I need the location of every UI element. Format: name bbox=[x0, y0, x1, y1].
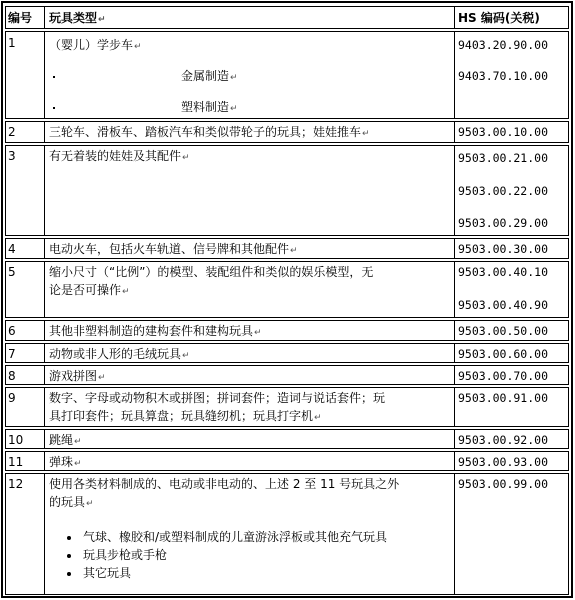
list-item: 玩具步枪或手枪 bbox=[83, 548, 168, 562]
toy-subtype-text: 塑料制造 bbox=[181, 100, 230, 114]
toy-type-text: 跳绳 bbox=[49, 433, 74, 447]
hs-code: 9503.00.40.90 bbox=[458, 298, 549, 312]
row-no: 12 bbox=[8, 477, 24, 491]
toy-type-text: 有无着装的娃娃及其配件 bbox=[49, 149, 182, 163]
table-row: 4 电动火车，包括火车轨道、信号牌和其他配件↵ 9503.00.30.00 bbox=[5, 238, 569, 259]
toy-type-text: 动物或非人形的毛绒玩具 bbox=[49, 347, 182, 361]
header-no: 编号 bbox=[8, 11, 33, 25]
toy-type-text: 缩小尺寸（“比例”）的模型、装配组件和类似的娱乐模型，无 bbox=[49, 265, 374, 279]
table-row: 7 动物或非人形的毛绒玩具↵ 9503.00.60.00 bbox=[5, 343, 569, 363]
header-cell-type bbox=[45, 7, 455, 28]
table-row: 12 使用各类材料制成的、电动或非电动的、上述 2 至 11 号玩具之外 的玩具↵ 气球、橡胶和/或塑料制成的儿童游泳浮板或其他充气玩具 玩具步枪或手枪 其它玩具 9503.00.99.00 bbox=[5, 473, 569, 595]
table-header-row bbox=[5, 6, 569, 29]
hs-code: 9503.00.92.00 bbox=[458, 433, 549, 447]
toy-type-text: 使用各类材料制成的、电动或非电动的、上述 2 至 11 号玩具之外 bbox=[49, 477, 400, 491]
toy-subtype-text: 金属制造 bbox=[181, 69, 230, 83]
row-no: 1 bbox=[8, 36, 16, 50]
toy-type-text: 电动火车，包括火车轨道、信号牌和其他配件 bbox=[49, 242, 290, 256]
bullet-dot-icon bbox=[53, 76, 55, 78]
table-row: 9 数字、字母或动物积木或拼图；拼词套件；造词与说话套件；玩 具打印套件；玩具算盘；玩具缝纫机；玩具打字机↵ 9503.00.91.00 bbox=[5, 387, 569, 427]
paragraph-mark-icon: ↵ bbox=[98, 15, 106, 25]
header-cell-hs bbox=[455, 7, 568, 28]
row-no: 2 bbox=[8, 125, 16, 139]
list-item: 气球、橡胶和/或塑料制成的儿童游泳浮板或其他充气玩具 bbox=[83, 530, 388, 544]
hs-code: 9403.20.90.00 bbox=[458, 38, 549, 52]
toy-type-text: 论是否可操作 bbox=[49, 283, 122, 297]
table-row: 5 缩小尺寸（“比例”）的模型、装配组件和类似的娱乐模型，无 论是否可操作↵ 9503.00.40.10 9503.00.40.90 bbox=[5, 261, 569, 318]
table-row: 8 游戏拼图↵ 9503.00.70.00 bbox=[5, 365, 569, 385]
toy-type-text: （婴儿）学步车 bbox=[49, 38, 134, 52]
row-no: 9 bbox=[8, 391, 16, 405]
row-no: 3 bbox=[8, 149, 16, 163]
toy-type-text: 其他非塑料制造的建构套件和建构玩具 bbox=[49, 324, 254, 338]
hs-code-table bbox=[1, 1, 573, 598]
table-row: 3 有无着装的娃娃及其配件↵ 9503.00.21.00 9503.00.22.00 9503.00.29.00 bbox=[5, 145, 569, 236]
bullet-icon bbox=[67, 572, 71, 576]
table-row: 1 （婴儿）学步车↵ 金属制造↵ 塑料制造↵ 9403.20.90.00 9403.70.10.00 bbox=[5, 31, 569, 119]
header-cell-no bbox=[6, 7, 45, 28]
hs-code: 9503.00.29.00 bbox=[458, 216, 549, 230]
hs-code: 9503.00.93.00 bbox=[458, 455, 549, 469]
row-no: 6 bbox=[8, 324, 16, 338]
row-no: 10 bbox=[8, 433, 24, 447]
hs-code: 9403.70.10.00 bbox=[458, 69, 549, 83]
hs-code: 9503.00.91.00 bbox=[458, 391, 549, 405]
hs-code: 9503.00.99.00 bbox=[458, 477, 549, 491]
table-row: 11 弹珠↵ 9503.00.93.00 bbox=[5, 451, 569, 471]
toy-type-text: 弹珠 bbox=[49, 455, 74, 469]
table-row: 2 三轮车、滑板车、踏板汽车和类似带轮子的玩具；娃娃推车↵ 9503.00.10.00 bbox=[5, 121, 569, 143]
hs-code: 9503.00.21.00 bbox=[458, 151, 549, 165]
header-hs: HS 编码(关税) bbox=[458, 11, 540, 25]
hs-code: 9503.00.50.00 bbox=[458, 324, 549, 338]
header-type: 玩具类型 bbox=[49, 11, 98, 25]
hs-code: 9503.00.60.00 bbox=[458, 347, 549, 361]
bullet-icon bbox=[67, 554, 71, 558]
hs-code: 9503.00.40.10 bbox=[458, 265, 549, 279]
hs-code: 9503.00.30.00 bbox=[458, 242, 549, 256]
toy-type-text: 具打印套件；玩具算盘；玩具缝纫机；玩具打字机 bbox=[49, 409, 314, 423]
bullet-dot-icon bbox=[53, 107, 55, 109]
row-no: 7 bbox=[8, 347, 16, 361]
bullet-icon bbox=[67, 536, 71, 540]
row-no: 5 bbox=[8, 265, 16, 279]
hs-code: 9503.00.22.00 bbox=[458, 184, 549, 198]
toy-type-text: 数字、字母或动物积木或拼图；拼词套件；造词与说话套件；玩 bbox=[49, 391, 386, 405]
row-no: 11 bbox=[8, 455, 24, 469]
table-row: 6 其他非塑料制造的建构套件和建构玩具↵ 9503.00.50.00 bbox=[5, 320, 569, 341]
hs-code: 9503.00.10.00 bbox=[458, 125, 549, 139]
toy-type-text: 游戏拼图 bbox=[49, 369, 98, 383]
toy-type-text: 的玩具 bbox=[49, 495, 86, 509]
hs-code: 9503.00.70.00 bbox=[458, 369, 549, 383]
toy-type-text: 三轮车、滑板车、踏板汽车和类似带轮子的玩具；娃娃推车 bbox=[49, 125, 362, 139]
table-row: 10 跳绳↵ 9503.00.92.00 bbox=[5, 429, 569, 449]
row-no: 8 bbox=[8, 369, 16, 383]
row-no: 4 bbox=[8, 242, 16, 256]
list-item: 其它玩具 bbox=[83, 566, 132, 580]
